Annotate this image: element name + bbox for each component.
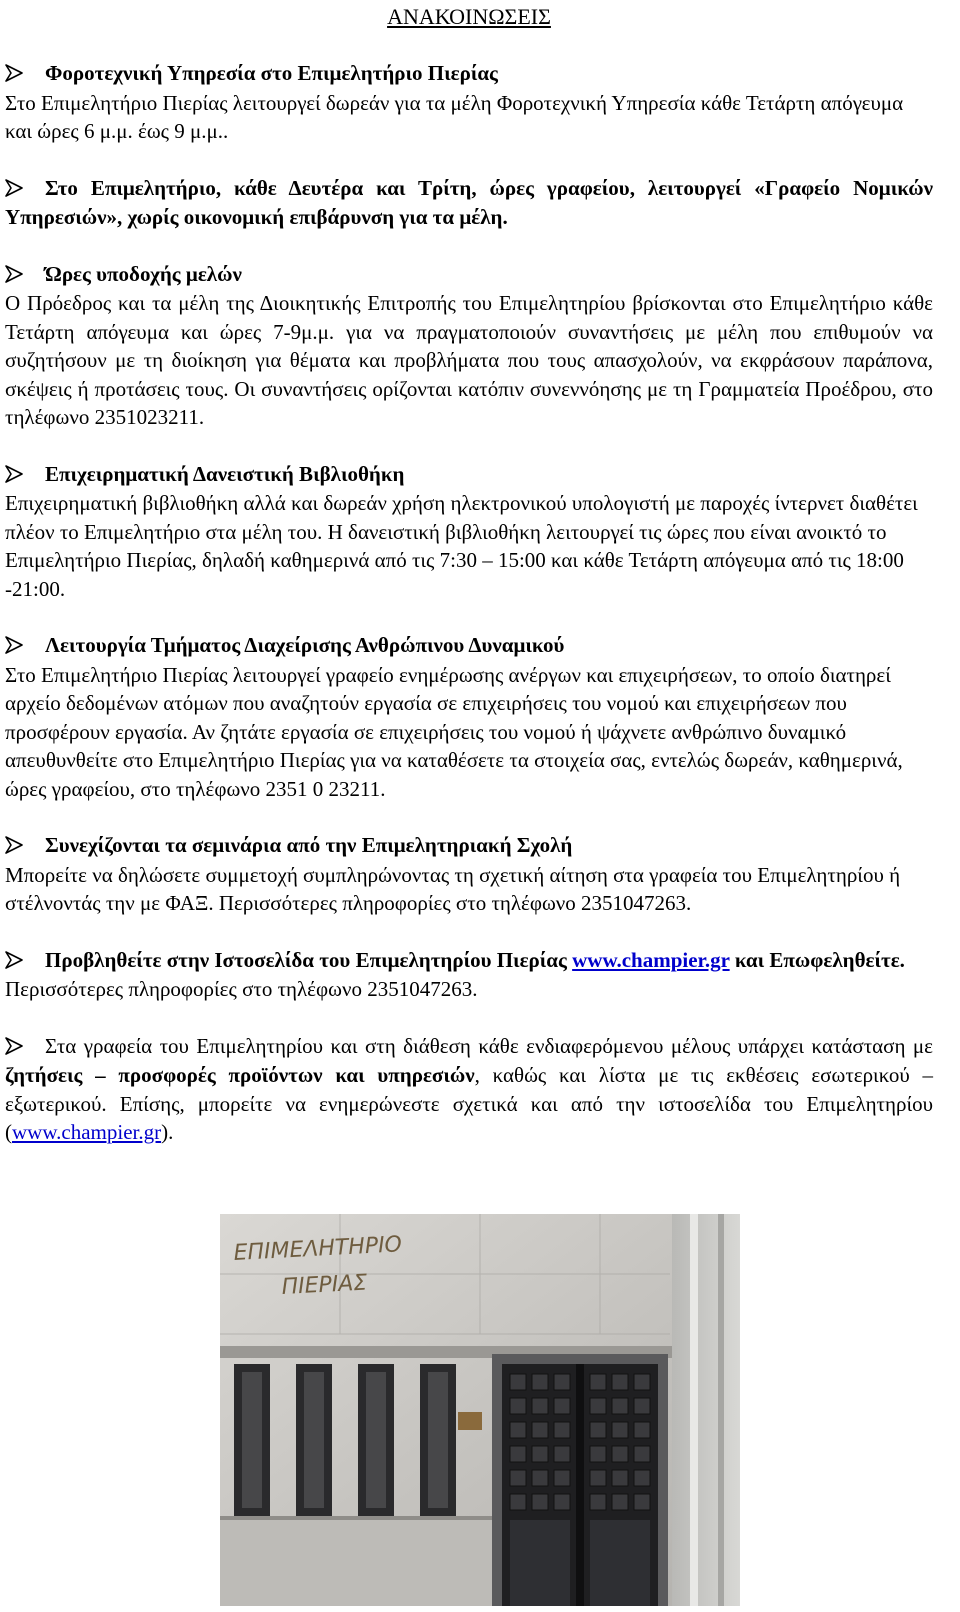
section-member-hours <box>5 260 933 432</box>
building-sign-line2: ΠΙΕΡΙΑΣ <box>281 1270 368 1300</box>
arrow-bullet-icon <box>5 461 45 490</box>
section-body: Στο Επιμελητήριο Πιερίας λειτουργεί δωρεάν για τα μέλη Φοροτεχνική Υπηρεσία κάθε Τετάρτη απόγευμα και ώρες 6 μ.μ. έως 9 μ.μ.. <box>5 90 904 143</box>
arrow-bullet-icon <box>5 175 45 204</box>
section-tax-service <box>5 59 933 146</box>
section-library <box>5 460 933 604</box>
section-heading: Φοροτεχνική Υπηρεσία στο Επιμελητήριο Πιερίας <box>5 59 933 89</box>
section-body: Μπορείτε να δηλώσετε συμμετοχή συμπληρώνοντας τη σχετική αίτηση στα γραφεία του Επιμελητηρίου ή στέλνοντάς την με ΦΑΞ. Περισσότερες πληροφορίες στο τηλέφωνο 2351047263. <box>5 862 901 915</box>
section-heading: Επιχειρηματική Δανειστική Βιβλιοθήκη <box>5 460 933 490</box>
building-photo <box>220 1214 740 1606</box>
arrow-bullet-icon <box>5 60 45 89</box>
arrow-bullet-icon <box>5 1033 45 1062</box>
section-bold-text: ζητήσεις – προσφορές προϊόντων και υπηρεσιών <box>5 1063 475 1087</box>
website-link[interactable]: www.champier.gr <box>12 1120 162 1144</box>
section-heading: Ώρες υποδοχής μελών <box>5 260 933 290</box>
section-text: , καθώς και λίστα με τις εκθέσεις εσωτερικού – εξωτερικού. Επίσης, μπορείτε να ενημερώνεστε σχετικά και από την ιστοσελίδα του Επιμελητηρίου ( <box>5 1063 933 1144</box>
section-text: Στα γραφεία του Επιμελητηρίου και στη διάθεση κάθε ενδιαφερόμενου μέλους υπάρχει κατάσταση με <box>45 1033 933 1058</box>
section-heading-end: και Επωφεληθείτε. <box>729 947 905 972</box>
arrow-bullet-icon <box>5 832 45 861</box>
section-body: Ο Πρόεδρος και τα μέλη της Διοικητικής Επιτροπής του Επιμελητηρίου βρίσκονται στο Επιμελητήριο κάθε Τετάρτη απόγευμα και ώρες 7-9μ.μ. για να πραγματοποιούν συναντήσεις με μέλη που επιθυμούν να συζητήσουν με τη διοίκηση για θέματα και προβλήματα που τους απασχολούν, να εκφράσουν παράπονα, σκέψεις ή προτάσεις τους. Οι συναντήσεις ορίζονται κατόπιν συνεννόησης με τη Γραμματεία Προέδρου, στο τηλέφωνο 2351023211. <box>5 291 933 429</box>
page-title: ΑΝΑΚΟΙΝΩΣΕΙΣ <box>387 4 551 29</box>
section-website-promo <box>5 946 933 1004</box>
announcements-page <box>5 0 933 1147</box>
section-body: Στο Επιμελητήριο Πιερίας λειτουργεί γραφείο ενημέρωσης ανέργων και επιχειρήσεων, το οποίο διατηρεί αρχείο δεδομένων ατόμων που αναζητούν εργασία σε επιχειρήσεις του νομού και επιχειρήσεων που προσφέρουν εργασία. Αν ζητάτε εργασία σε επιχειρήσεις του νομού ή ψάχνετε ανθρώπινο δυναμικό απευθυνθείτε στο Επιμελητήριο Πιερίας για να καταθέσετε τα στοιχεία σας, εντελώς δωρεάν, καθημερινά, ώρες γραφείου, στο τηλέφωνο 2351 0 23211. <box>5 662 903 801</box>
section-legal-office <box>5 174 933 232</box>
section-heading: Στο Επιμελητήριο, κάθε Δευτέρα και Τρίτη, ώρες γραφείου, λειτουργεί «Γραφείο Νομικών Υπηρεσιών», χωρίς οικονομική επιβάρυνση για τα μέλη. <box>5 175 933 229</box>
section-seminars <box>5 831 933 918</box>
arrow-bullet-icon <box>5 947 45 976</box>
section-text: ). <box>161 1120 174 1144</box>
building-entrance-photo-icon <box>220 1214 740 1606</box>
section-heading: Συνεχίζονται τα σεμινάρια από την Επιμελητηριακή Σχολή <box>5 831 933 861</box>
arrow-bullet-icon <box>5 632 45 661</box>
section-offers-list <box>5 1032 933 1147</box>
section-body: Επιχειρηματική βιβλιοθήκη αλλά και δωρεάν χρήση ηλεκτρονικού υπολογιστή με παροχές ίντερνετ διαθέτει πλέον το Επιμελητήριο στα μέλη του. Η δανειστική βιβλιοθήκη λειτουργεί τις ώρες που είναι ανοικτό το Επιμελητήριο Πιερίας, δηλαδή καθημερινά από τις 7:30 – 15:00 και κάθε Τετάρτη απόγευμα από τις 18:00 -21:00. <box>5 491 918 601</box>
website-link[interactable]: www.champier.gr <box>572 947 730 972</box>
section-heading: Λειτουργία Τμήματος Διαχείρισης Ανθρώπινου Δυναμικού <box>5 631 933 661</box>
section-hr-department <box>5 631 933 803</box>
section-heading: Προβληθείτε στην Ιστοσελίδα του Επιμελητηρίου Πιερίας <box>45 947 573 972</box>
arrow-bullet-icon <box>5 261 45 290</box>
building-sign-line1: ΕΠΙΜΕΛΗΤΗΡΙΟ <box>233 1232 403 1266</box>
section-body: Περισσότερες πληροφορίες στο τηλέφωνο 2351047263. <box>5 977 478 1001</box>
